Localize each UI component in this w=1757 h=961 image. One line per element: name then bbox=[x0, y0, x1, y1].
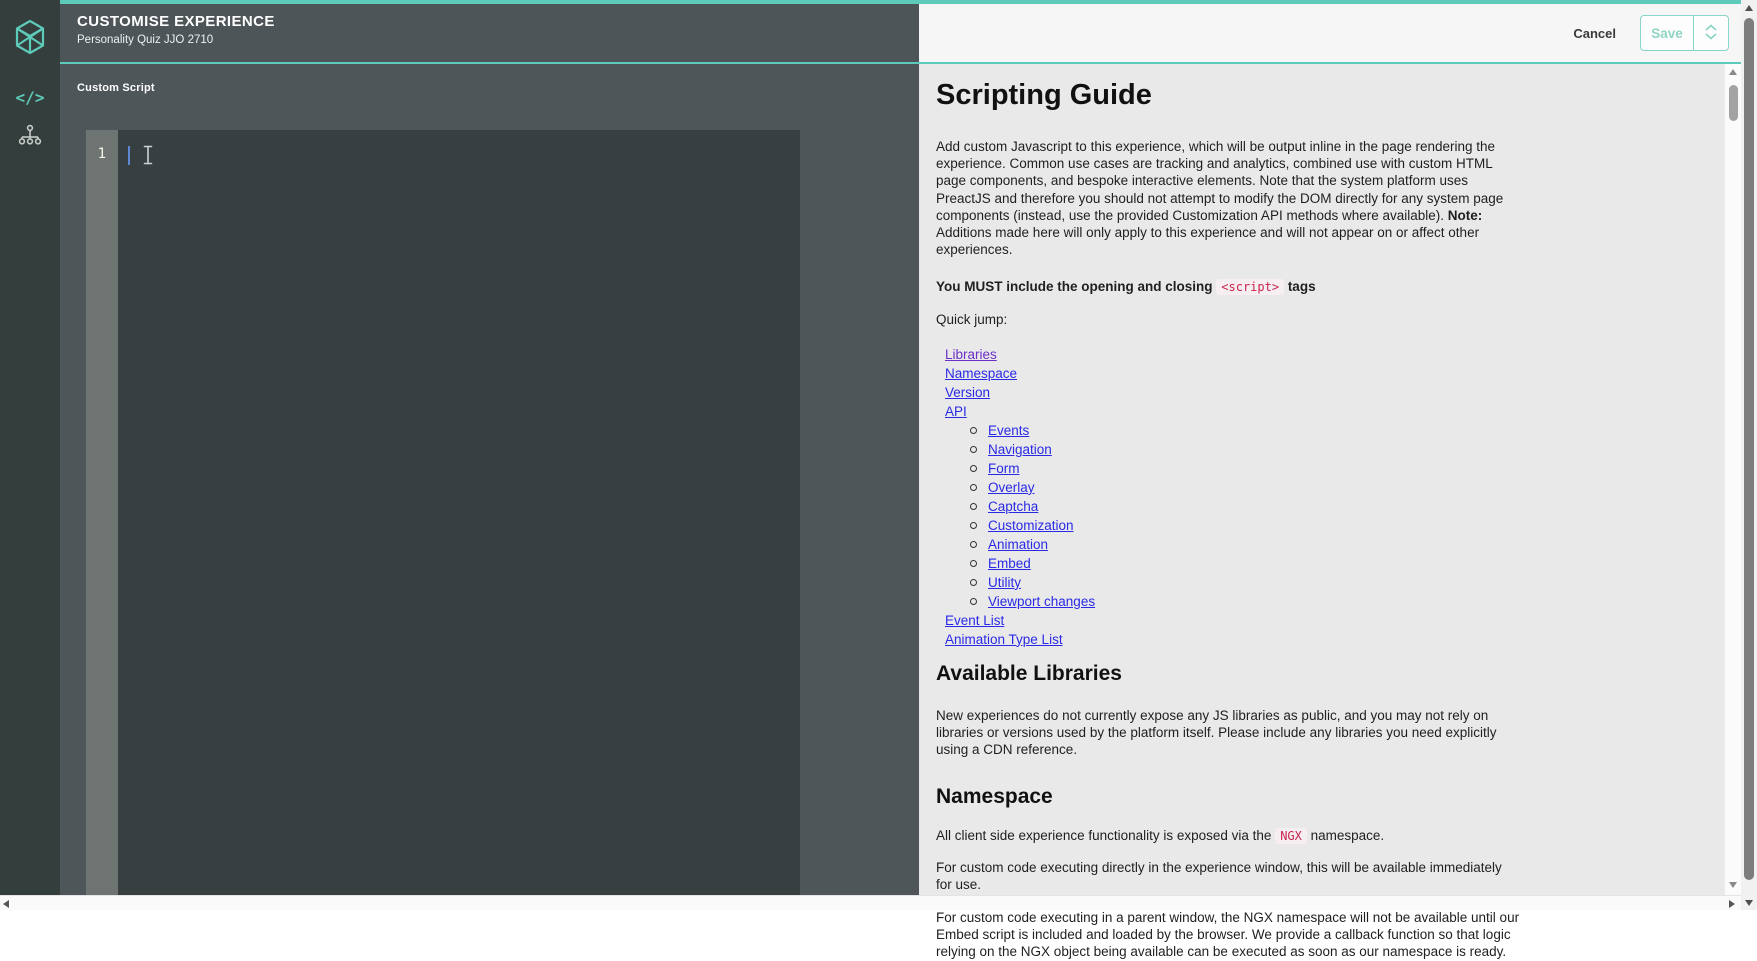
list-bullet bbox=[970, 446, 977, 453]
scroll-up-arrow-icon[interactable] bbox=[1729, 69, 1737, 75]
link-navigation[interactable]: Navigation bbox=[988, 441, 1052, 457]
save-options-button[interactable] bbox=[1694, 16, 1728, 50]
link-form[interactable]: Form bbox=[988, 460, 1020, 476]
list-bullet bbox=[970, 598, 977, 605]
list-bullet bbox=[970, 522, 977, 529]
action-bar bbox=[919, 4, 1741, 62]
link-api[interactable]: API bbox=[945, 403, 967, 419]
chevron-up-down-icon bbox=[1703, 23, 1719, 44]
cancel-button[interactable]: Cancel bbox=[1567, 25, 1622, 42]
save-button[interactable]: Save bbox=[1641, 16, 1693, 50]
code-editor[interactable] bbox=[86, 130, 800, 895]
link-version[interactable]: Version bbox=[945, 384, 991, 400]
sitemap-icon bbox=[18, 123, 42, 152]
link-captcha[interactable]: Captcha bbox=[988, 498, 1039, 514]
link-viewport-changes[interactable]: Viewport changes bbox=[988, 593, 1096, 609]
header-bar bbox=[60, 4, 919, 62]
list-bullet bbox=[970, 484, 977, 491]
doc-scrollbar-thumb[interactable] bbox=[1729, 85, 1738, 121]
page-subtitle: Personality Quiz JJO 2710 bbox=[77, 34, 214, 46]
list-bullet bbox=[970, 579, 977, 586]
link-customization[interactable]: Customization bbox=[988, 517, 1074, 533]
link-animation[interactable]: Animation bbox=[988, 536, 1049, 552]
list-bullet bbox=[970, 541, 977, 548]
custom-script-pane bbox=[60, 64, 919, 895]
link-overlay[interactable]: Overlay bbox=[988, 479, 1035, 495]
link-libraries[interactable]: Libraries bbox=[945, 346, 997, 362]
save-split-button bbox=[1640, 15, 1729, 51]
doc-panel-scrollbar[interactable] bbox=[1724, 64, 1741, 895]
link-animation-type-list[interactable]: Animation Type List bbox=[945, 631, 1063, 647]
header-titles bbox=[77, 13, 275, 48]
scroll-down-arrow-icon[interactable] bbox=[1745, 900, 1753, 906]
code-input-area[interactable] bbox=[118, 130, 800, 895]
list-bullet bbox=[970, 465, 977, 472]
namespace-paragraph-2: For custom code executing directly in the experience window, this will be available immediately for use. bbox=[936, 859, 1502, 892]
namespace-paragraph-3: For custom code executing in a parent window, the NGX namespace will not be available until our Embed script is included and loaded by the browser. We provide a callback function so that logic relying on the NGX object being available can be executed as soon as our namespace is ready. bbox=[936, 910, 1520, 960]
page-title: CUSTOMISE EXPERIENCE bbox=[77, 13, 275, 30]
link-events[interactable]: Events bbox=[988, 422, 1030, 438]
list-bullet bbox=[970, 503, 977, 510]
sidebar-item-custom-script[interactable] bbox=[0, 82, 60, 112]
available-libraries-heading: Available Libraries bbox=[936, 661, 1122, 685]
doc-script-warning: You MUST include the opening and closing <script> tags bbox=[936, 279, 1316, 295]
quick-jump-label: Quick jump: bbox=[936, 311, 1008, 327]
app-logo-icon bbox=[12, 18, 48, 56]
line-number-gutter bbox=[86, 130, 118, 895]
ibeam-cursor-icon bbox=[142, 145, 154, 170]
window-scrollbar[interactable] bbox=[1741, 0, 1757, 910]
list-bullet bbox=[970, 427, 977, 434]
left-sidebar bbox=[0, 0, 60, 910]
namespace-paragraph-1: All client side experience functionality is exposed via the NGX namespace. bbox=[936, 828, 1385, 844]
code-icon: </> bbox=[15, 87, 45, 107]
doc-title: Scripting Guide bbox=[936, 79, 1152, 111]
pane-title: Custom Script bbox=[77, 82, 155, 94]
scripting-guide-panel bbox=[919, 64, 1724, 960]
horizontal-scrollbar[interactable] bbox=[0, 895, 1741, 910]
script-tag-code-chip: <script> bbox=[1216, 279, 1284, 295]
ngx-code-chip: NGX bbox=[1275, 828, 1307, 844]
sidebar-item-structure[interactable] bbox=[0, 122, 60, 152]
link-utility[interactable]: Utility bbox=[988, 574, 1021, 590]
link-event-list[interactable]: Event List bbox=[945, 612, 1005, 628]
doc-intro-paragraph: Add custom Javascript to this experience, which will be output inline in the page rendering the experience. Common use cases are tracking and analytics, combined use with custom HTML page components, and bespoke interactive elements. Note that the system platform uses PreactJS and therefore you should not attempt to modify the DOM directly for any system page components (instead, use the provided Customization API methods where available). Note: Additions made here will only apply to this experience and will not appear on or affect other experiences. bbox=[936, 139, 1504, 258]
namespace-heading: Namespace bbox=[936, 785, 1053, 809]
scroll-down-arrow-icon[interactable] bbox=[1729, 882, 1737, 888]
text-caret bbox=[128, 146, 130, 165]
available-libraries-paragraph: New experiences do not currently expose any JS libraries as public, and you may not rely on libraries or versions used by the platform itself. Please include any libraries you need explicitly using a CDN reference. bbox=[936, 707, 1497, 758]
scroll-right-arrow-icon[interactable] bbox=[1729, 900, 1735, 908]
line-number: 1 bbox=[97, 146, 106, 162]
list-bullet bbox=[970, 560, 977, 567]
link-namespace[interactable]: Namespace bbox=[945, 365, 1018, 381]
scroll-up-arrow-icon[interactable] bbox=[1745, 5, 1753, 11]
link-embed[interactable]: Embed bbox=[988, 555, 1031, 571]
quick-jump-list bbox=[936, 345, 1521, 649]
window-scrollbar-thumb[interactable] bbox=[1744, 18, 1754, 880]
scroll-left-arrow-icon[interactable] bbox=[3, 900, 9, 908]
